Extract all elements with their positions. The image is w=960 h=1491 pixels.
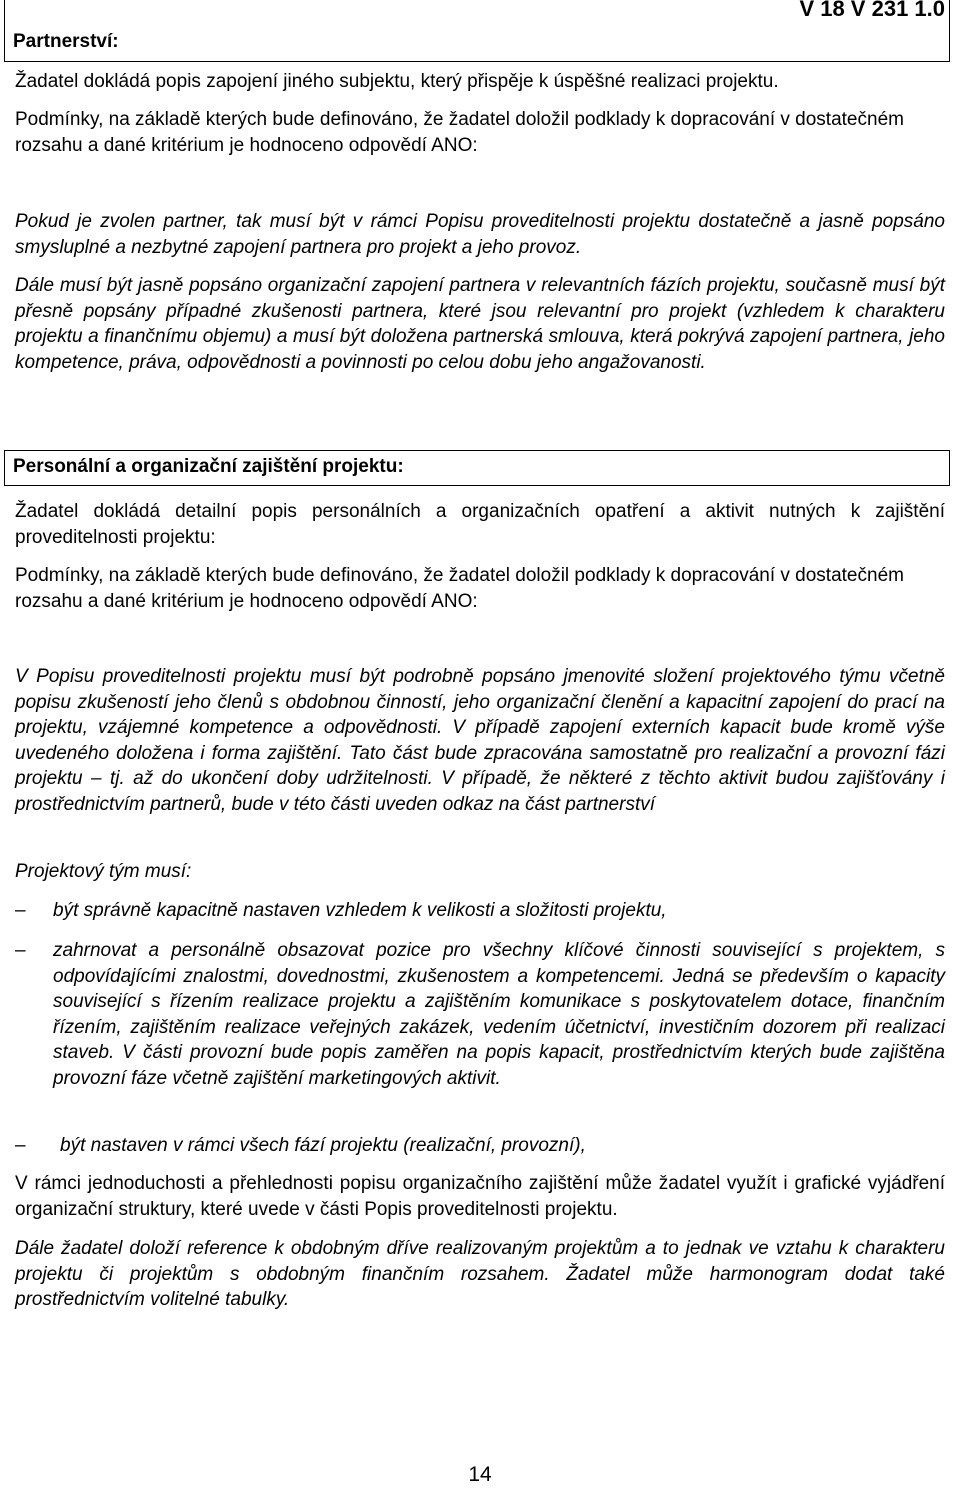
personalni-header [4, 450, 950, 486]
partnerstvi-criteria-2: Dále musí být jasně popsáno organizační zapojení partnera v relevantních fázích projektu, současně musí být přesně popsány případné zkušenosti partnera, které jsou relevantní pro projekt (vzhledem k charakteru projektu a finančnímu objemu) a musí být doložena partnerská smlouva, která pokrývá zapojení partnera, jeho kompetence, práva, odpovědnosti a povinnosti po celou dobu jeho angažovanosti. [15, 275, 945, 373]
bullet-text: být správně kapacitně nastaven vzhledem k velikosti a složitosti projektu, [53, 900, 667, 921]
page-number: 14 [468, 1463, 492, 1486]
personalni-conditions: Podmínky, na základě kterých bude definováno, že žadatel doložil podklady k dopracování v dostatečném rozsahu a dané kritérium je hodnoceno odpovědí ANO: [15, 565, 904, 612]
personalni-criteria-1: V Popisu proveditelnosti projektu musí být podrobně popsáno jmenovité složení projektového týmu včetně popisu zkušeností jeho členů s obdobnou činností, jeho organizační členění a kapacitní zapojení do prací na projektu, vzájemné kompetence a odpovědnosti. V případě zapojení externích kapacit bude kromě výše uvedeného doložena i forma zajištění. Tato část bude zpracována samostatně pro realizační a provozní fázi projektu – tj. až do ukončení doby udržitelnosti. V případě, že některé z těchto aktivit budou zajišťovány i prostřednictvím partnerů, bude v této části uveden odkaz na část partnerství [15, 666, 945, 815]
bullet-text: být nastaven v rámci všech fází projektu (realizační, provozní), [60, 1135, 586, 1156]
dash-marker: – [15, 900, 26, 921]
partnerstvi-intro: Žadatel dokládá popis zapojení jiného subjektu, který přispěje k úspěšné realizaci projektu. [15, 71, 779, 92]
team-bullet-2 [15, 938, 945, 1091]
graphic-paragraph: V rámci jednoduchosti a přehlednosti popisu organizačního zajištění může žadatel využít i grafické vyjádření organizační struktury, které uvede v části Popis proveditelnosti projektu. [15, 1173, 945, 1220]
team-bullet-1 [15, 898, 945, 924]
personalni-intro: Žadatel dokládá detailní popis personálních a organizačních opatření a aktivit nutných k zajištění proveditelnosti projektu: [15, 501, 945, 548]
team-bullet-3 [15, 1133, 945, 1159]
partnerstvi-conditions: Podmínky, na základě kterých bude definováno, že žadatel doložil podklady k dopracování v dostatečném rozsahu a dané kritérium je hodnoceno odpovědí ANO: [15, 109, 904, 156]
partnerstvi-title: Partnerství: [13, 31, 119, 52]
dash-marker: – [15, 940, 26, 961]
partnerstvi-criteria-1: Pokud je zvolen partner, tak musí být v rámci Popisu proveditelnosti projektu dostatečně a jasně popsáno smysluplné a nezbytné zapojení partnera pro projekt a jeho provoz. [15, 211, 945, 258]
document-code: V 18 V 231 1.0 [799, 0, 945, 21]
team-label: Projektový tým musí: [15, 861, 192, 882]
dash-marker: – [15, 1135, 26, 1156]
reference-paragraph: Dále žadatel doloží reference k obdobným dříve realizovaným projektům a to jednak ve vztahu k charakteru projektu či projektům s obdobným finančním rozsahem. Žadatel může harmonogram dodat také prostřednictvím volitelné tabulky. [15, 1238, 945, 1310]
personalni-title: Personální a organizační zajištění projektu: [13, 456, 404, 477]
bullet-text: zahrnovat a personálně obsazovat pozice pro všechny klíčové činnosti související s projektem, s odpovídajícími znalostmi, dovednostmi, zkušenostem a kompetencemi. Jedná se především o kapacity související s řízením realizace projektu a zajištěním komunikace s poskytovatelem dotace, finančním řízením, zajištěním realizace veřejných zakázek, vedením účetnictví, investičním dozorem při realizaci staveb. V části provozní bude popis zaměřen na popis kapacit, prostřednictvím kterých bude zajištěna provozní fáze včetně zajištění marketingových aktivit. [53, 940, 945, 1089]
partnerstvi-header [4, 0, 950, 62]
